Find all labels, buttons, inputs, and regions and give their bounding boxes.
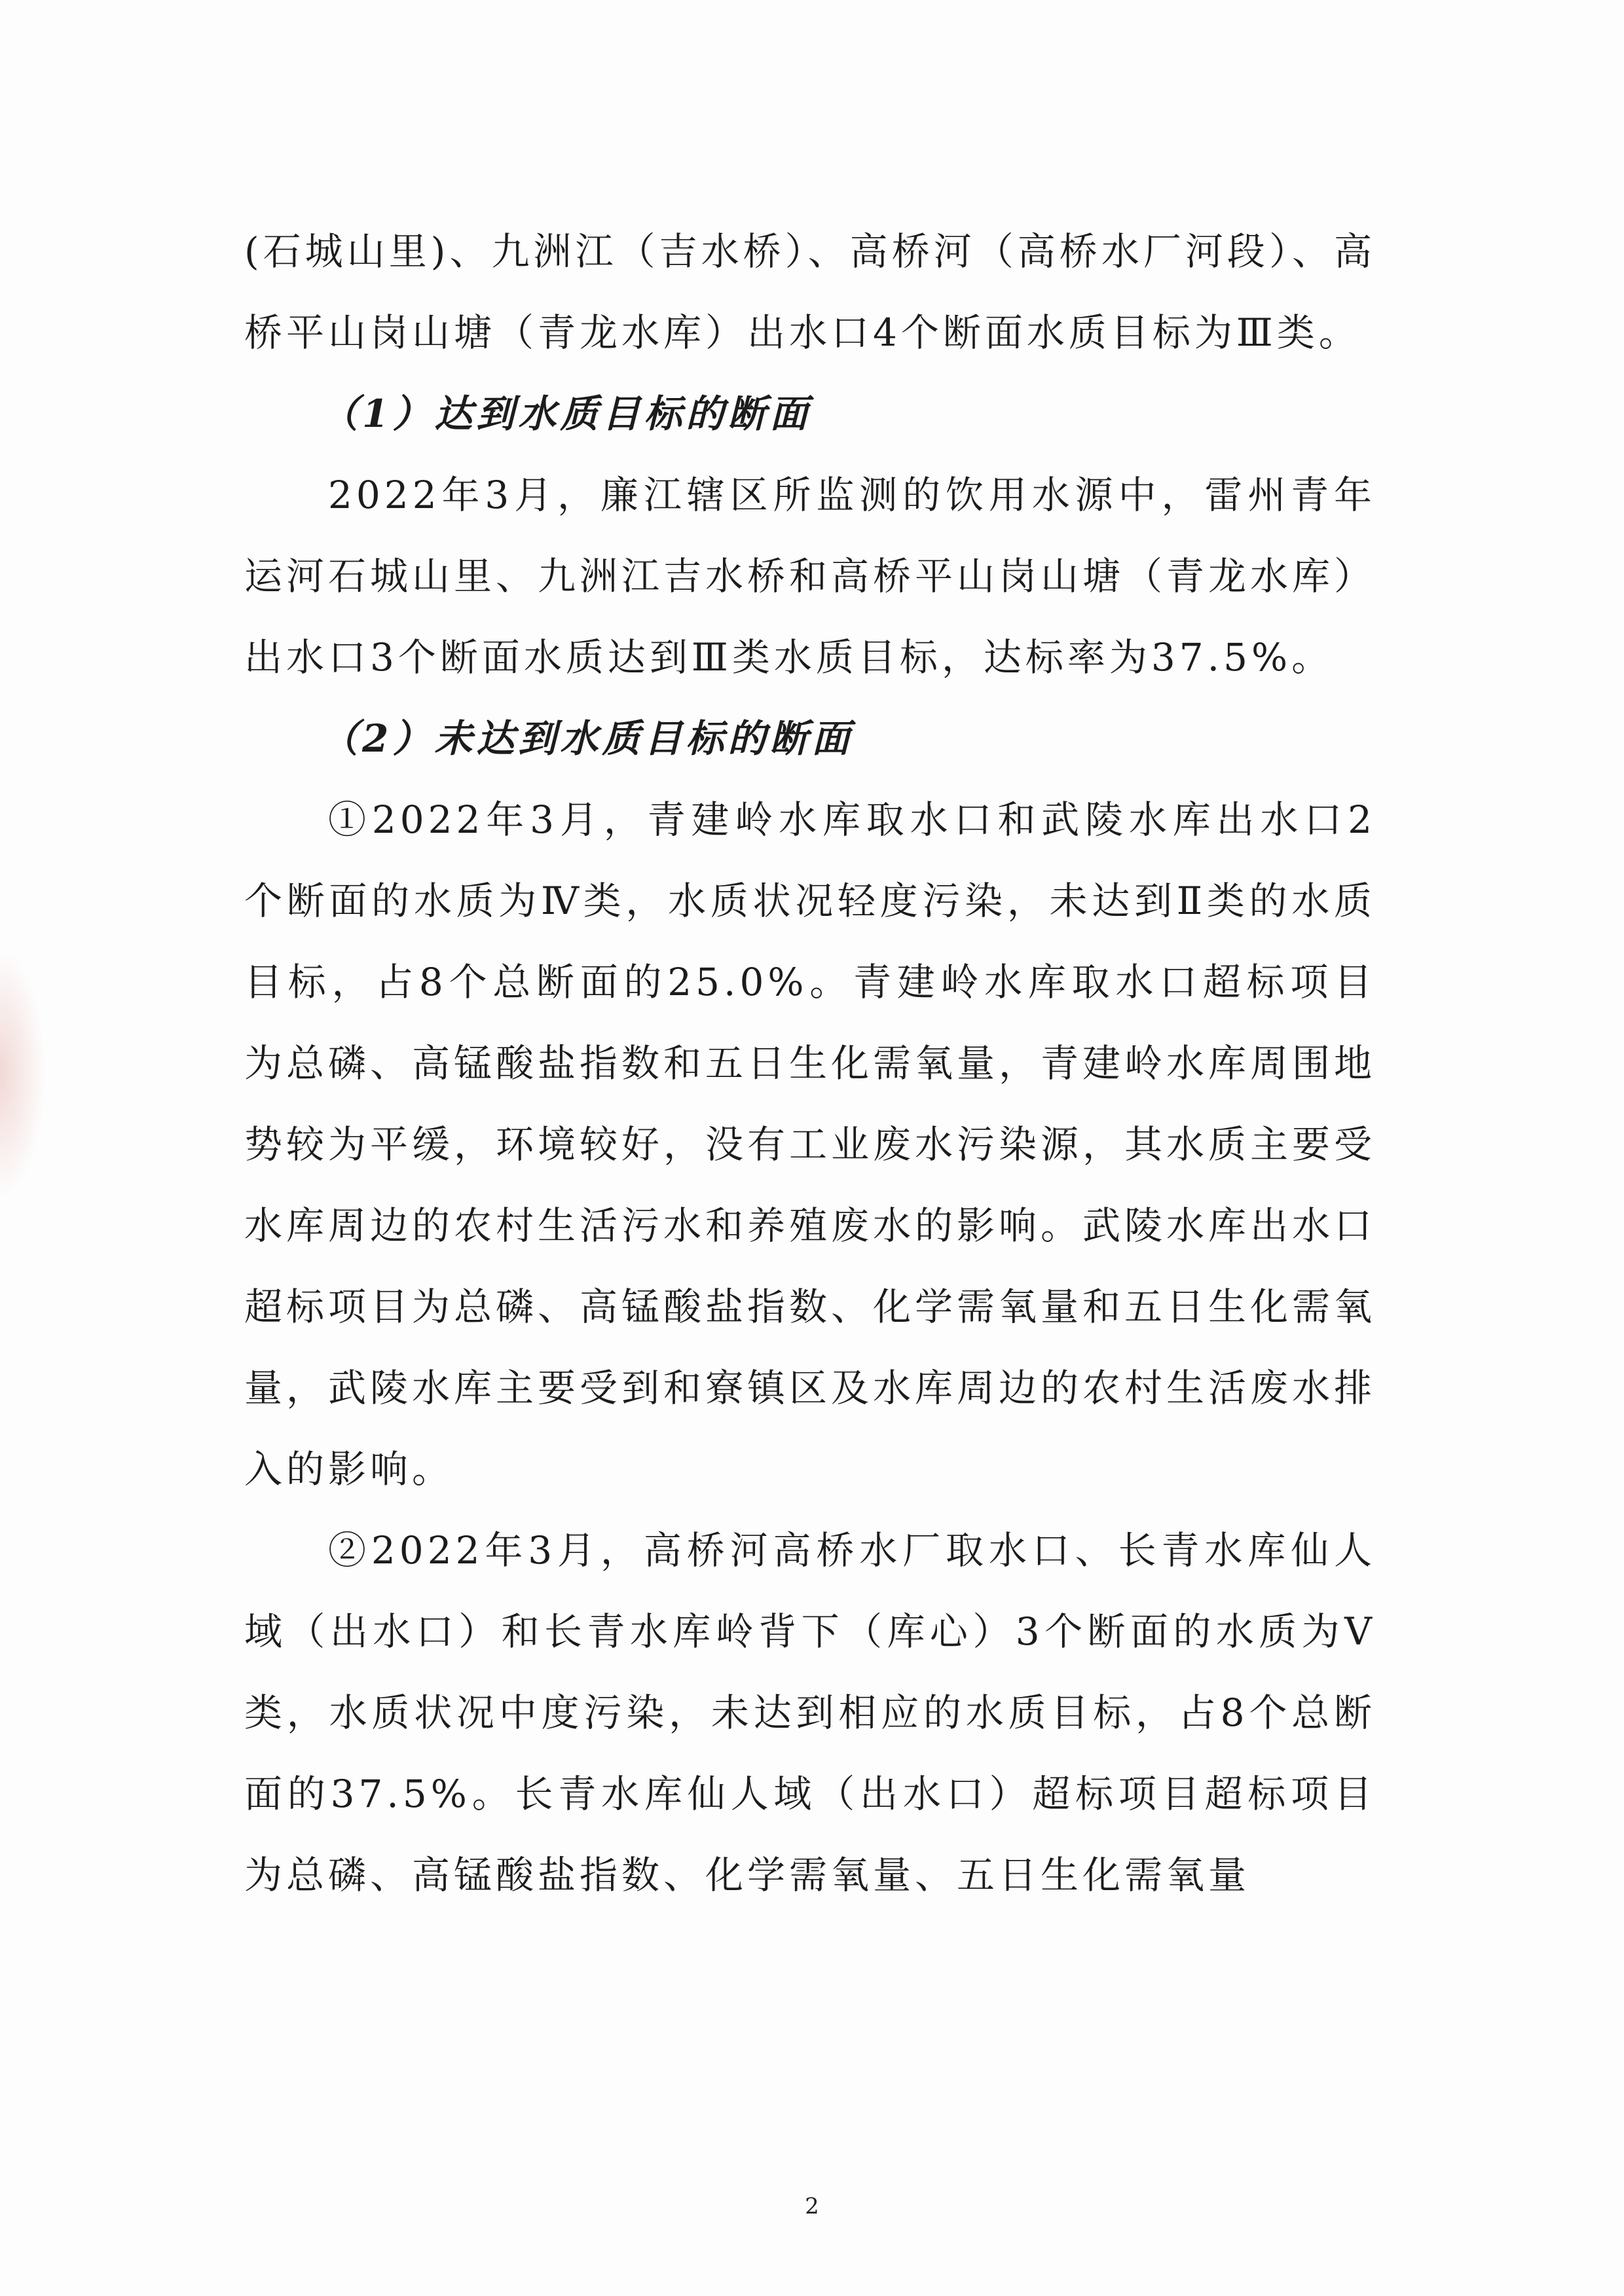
seal-edge-mark [0, 949, 46, 1198]
document-body [244, 211, 1376, 1916]
page-number: 2 [805, 2193, 819, 2219]
paragraph-unmet-class-v: ②2022年3月，高桥河高桥水厂取水口、长青水库仙人域（出水口）和长青水库岭背下（库心）3个断面的水质为Ⅴ类，水质状况中度污染，未达到相应的水质目标，占8个总断面的37.5%。长青水库仙人域（出水口）超标项目超标项目为总磷、高锰酸盐指数、化学需氧量、五日生化需氧量 [244, 1528, 1376, 1897]
paragraph-continued: (石城山里)、九洲江（吉水桥）、高桥河（高桥水厂河段）、高桥平山岗山塘（青龙水库）出水口4个断面水质目标为Ⅲ类。 [244, 229, 1376, 355]
section-heading-unmet-targets: （2）未达到水质目标的断面 [320, 716, 854, 761]
paragraph-unmet-class-iv: ①2022年3月，青建岭水库取水口和武陵水库出水口2个断面的水质为Ⅳ类，水质状况轻度污染，未达到Ⅱ类的水质目标，占8个总断面的25.0%。青建岭水库取水口超标项目为总磷、高锰酸盐指数和五日生化需氧量，青建岭水库周围地势较为平缓，环境较好，没有工业废水污染源，其水质主要受水库周边的农村生活污水和养殖废水的影响。武陵水库出水口超标项目为总磷、高锰酸盐指数、化学需氧量和五日生化需氧量，武陵水库主要受到和寮镇区及水库周边的农村生活废水排入的影响。 [244, 797, 1376, 1491]
paragraph-met-targets: 2022年3月，廉江辖区所监测的饮用水源中，雷州青年运河石城山里、九洲江吉水桥和高桥平山岗山塘（青龙水库）出水口3个断面水质达到Ⅲ类水质目标，达标率为37.5%。 [244, 473, 1376, 680]
section-heading-met-targets: （1）达到水质目标的断面 [320, 392, 812, 436]
